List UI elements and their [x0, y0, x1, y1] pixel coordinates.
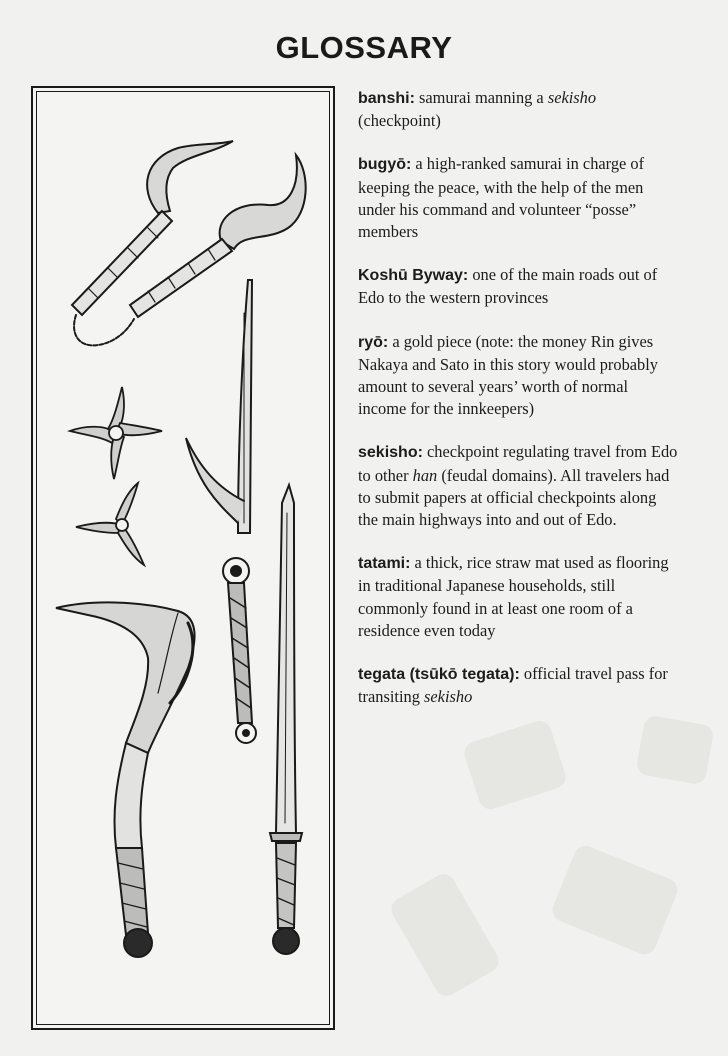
background-mark	[461, 718, 568, 812]
glossary-entry-ryo	[358, 331, 680, 421]
glossary-definition: a gold piece (note: the money Rin gives Nakaya and Sato in this story would probably amount to several years’ worth of normal income for the innkeepers)	[358, 331, 658, 419]
glossary-term: banshi:	[358, 90, 415, 107]
background-mark	[387, 870, 503, 1000]
glossary-entry-koshu-byway	[358, 264, 680, 309]
glossary-definition: one of the main roads out of Edo to the western provinces	[358, 265, 658, 308]
shuriken-icon	[70, 387, 162, 479]
glossary-entry-tegata	[358, 663, 680, 708]
glossary-list	[358, 87, 680, 729]
shuriken-icon	[76, 483, 144, 565]
glossary-definition: a high-ranked samurai in charge of keeping the peace, with the help of the men under his command and volunteer “posse” members	[358, 154, 645, 242]
glossary-term: bugyō:	[358, 156, 412, 174]
glossary-definition-italic: han	[412, 465, 438, 485]
jitte-icon	[186, 280, 256, 743]
glossary-definition-italic: sekisho	[424, 687, 473, 707]
kusarigama-icon	[72, 141, 306, 345]
glossary-definition: checkpoint regulating travel from Edo to other	[358, 442, 678, 485]
glossary-entry-bugyo	[358, 153, 680, 243]
glossary-definition: samurai manning a	[414, 88, 548, 107]
page-title: GLOSSARY	[275, 30, 453, 65]
glossary-term: sekisho:	[358, 444, 423, 462]
glossary-entry-banshi	[358, 87, 680, 132]
glossary-entry-sekisho	[358, 441, 680, 531]
glossary-definition-italic: sekisho	[547, 88, 597, 107]
background-mark	[549, 842, 681, 957]
glossary-term: tatami:	[358, 555, 411, 573]
glossary-term: ryō:	[358, 333, 389, 351]
glossary-definition: (checkpoint)	[358, 111, 441, 131]
glossary-term: tegata (tsūkō tegata):	[358, 666, 520, 684]
glossary-definition: (feudal domains). All travelers had to submit papers at official checkpoints along the main highways into and out of Edo.	[358, 465, 670, 530]
weapons-illustration	[38, 93, 328, 1023]
sword-icon	[270, 485, 302, 954]
glossary-definition: official travel pass for transiting	[358, 664, 668, 707]
glossary-entry-tatami	[358, 552, 680, 642]
axe-icon	[56, 602, 195, 957]
glossary-definition: a thick, rice straw mat used as flooring in traditional Japanese households, still commonly found in at least one room of a residence even today	[358, 553, 669, 640]
glossary-term: Koshū Byway:	[358, 267, 469, 285]
